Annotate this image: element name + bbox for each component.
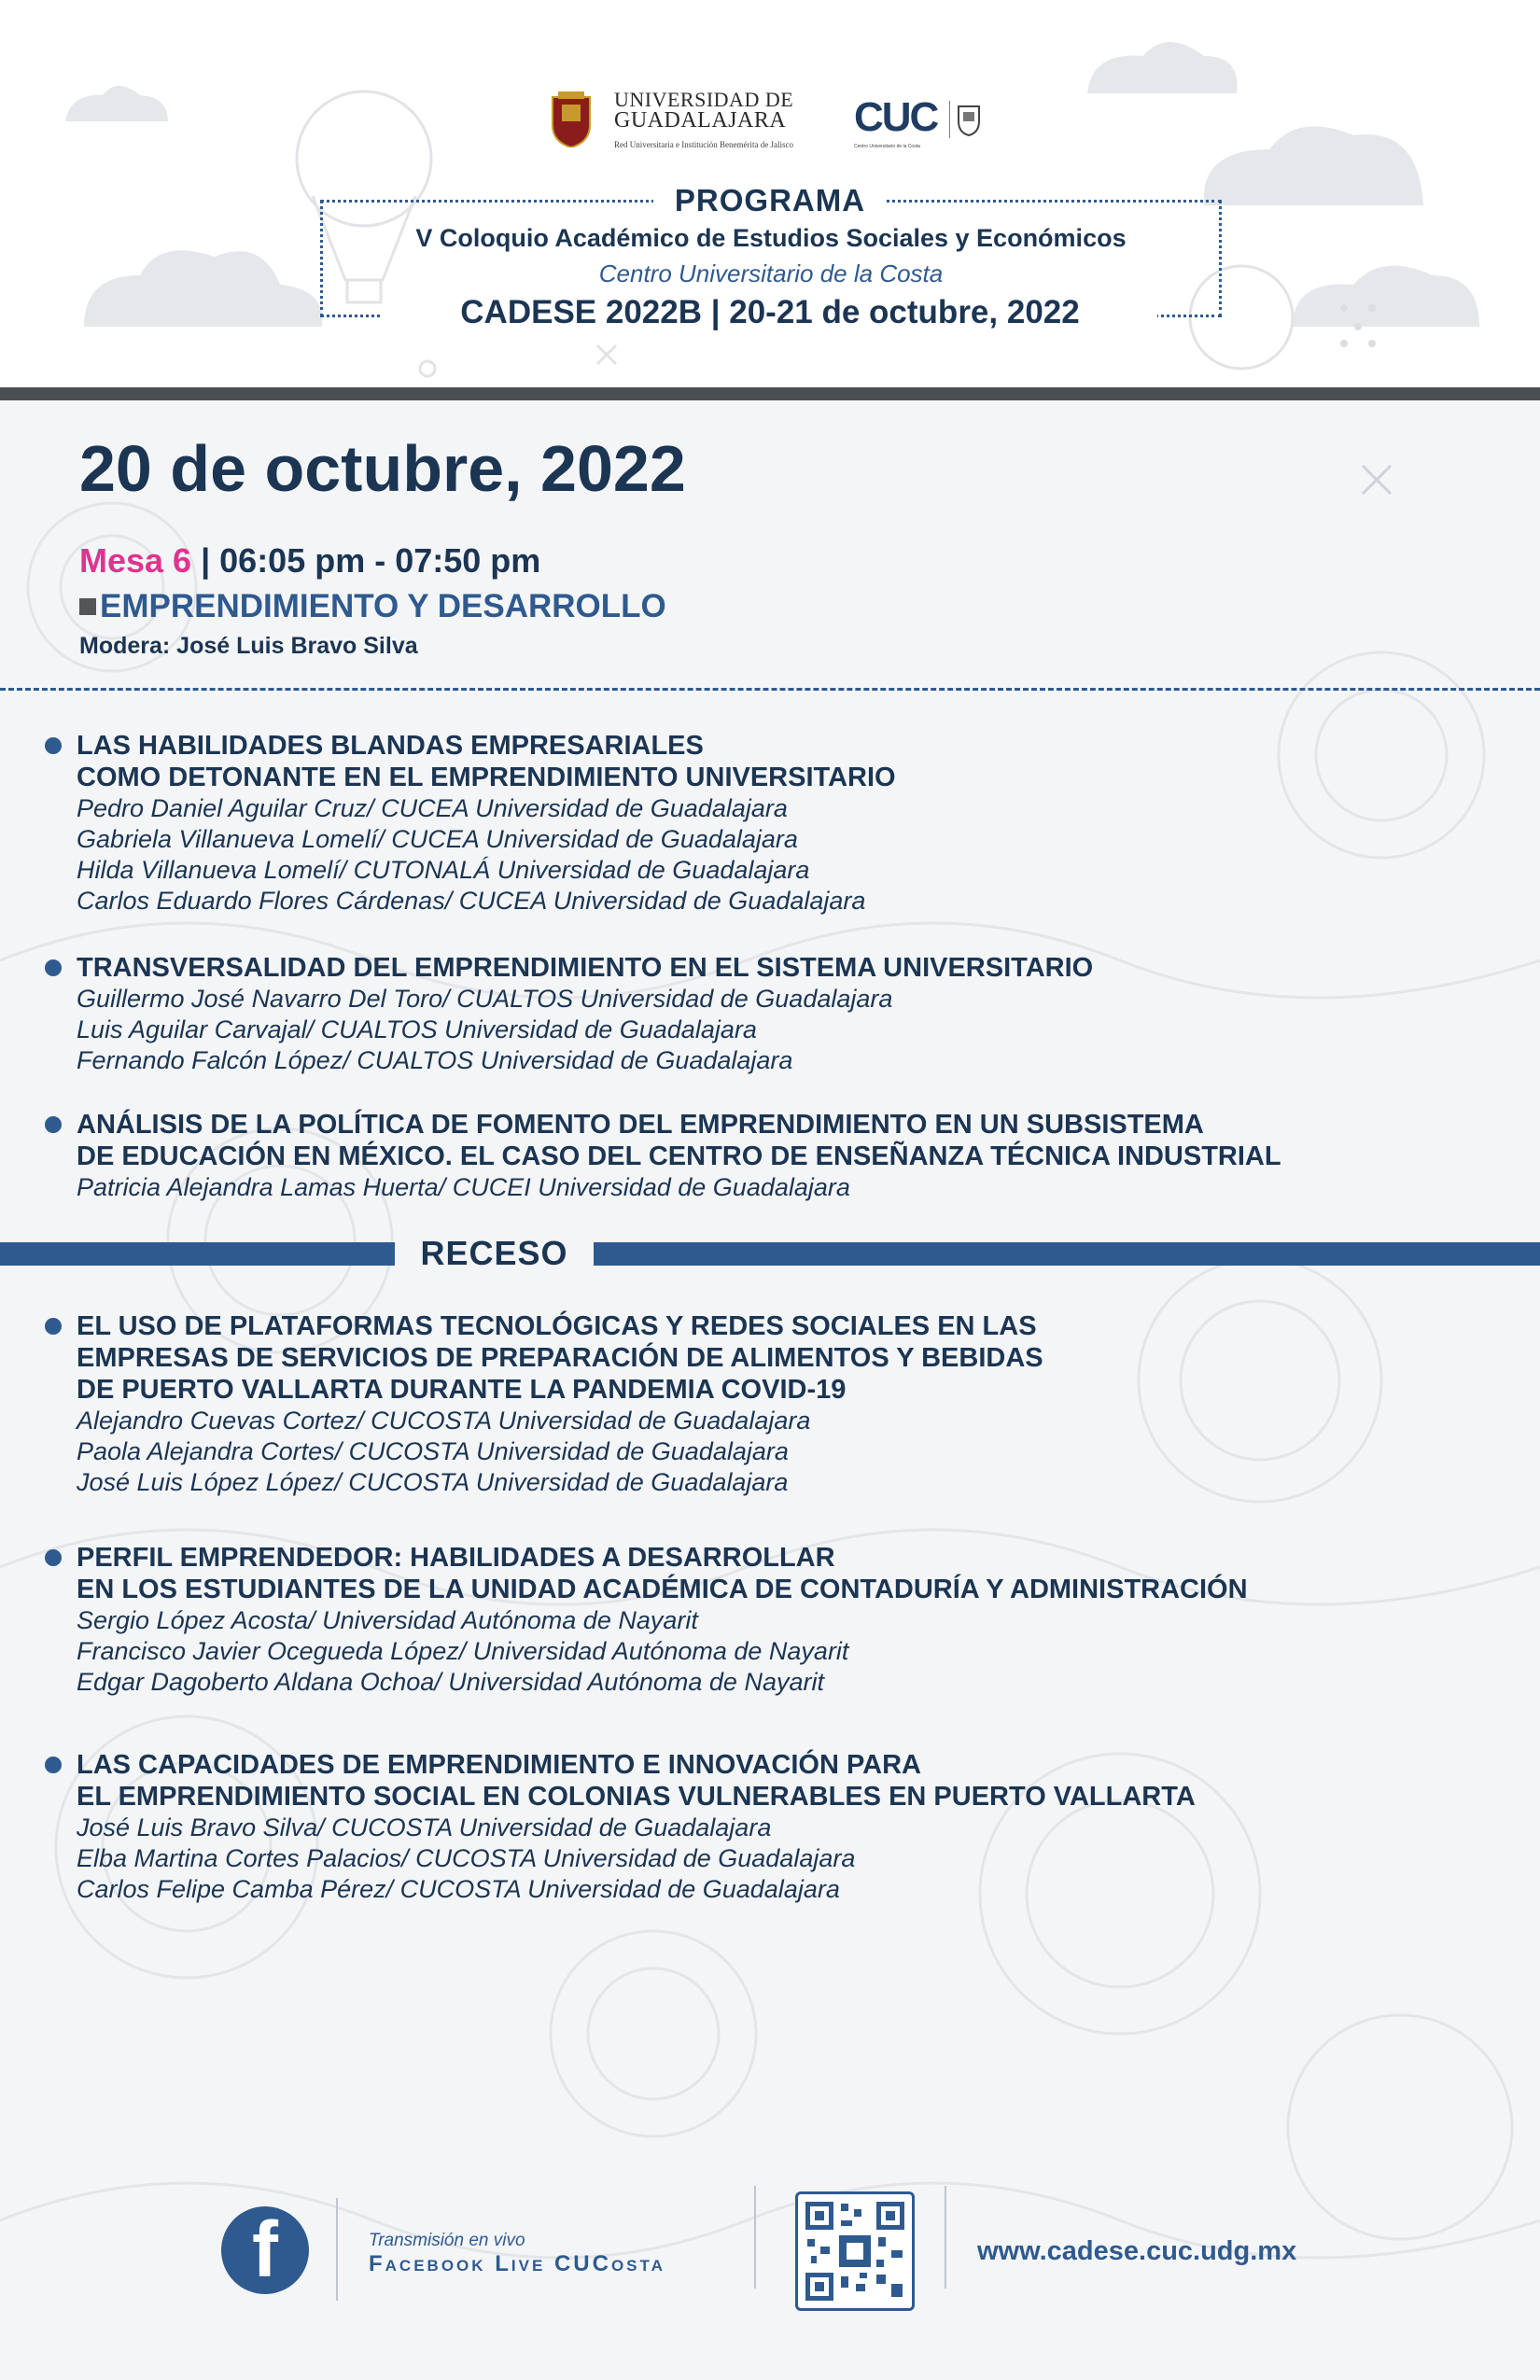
cloud-icon (1204, 126, 1423, 205)
talk-author: Carlos Eduardo Flores Cárdenas/ CUCEA Universidad de Guadalajara (77, 887, 866, 915)
header (0, 0, 1540, 387)
talk-author: José Luis Bravo Silva/ CUCOSTA Universidad de Guadalajara (77, 1813, 772, 1841)
session-date: 20 de octubre, 2022 (79, 432, 686, 505)
bullet-icon (45, 1116, 62, 1133)
cuc-subtitle: Centro Universitario de la Costa (854, 144, 920, 149)
cloud-icon (1293, 266, 1479, 327)
session-topic-text: EMPRENDIMIENTO Y DESARROLLO (100, 588, 666, 624)
bullet-icon (45, 1757, 62, 1773)
bullet-icon (45, 959, 62, 976)
talk-title-line: LAS HABILIDADES BLANDAS EMPRESARIALES (77, 731, 704, 761)
talk-author: Elba Martina Cortes Palacios/ CUCOSTA Universidad de Guadalajara (77, 1844, 856, 1872)
talk-author: Francisco Javier Ocegueda López/ Universidad Autónoma de Nayarit (77, 1637, 849, 1665)
talk-author: Fernando Falcón López/ CUALTOS Universidad de Guadalajara (77, 1046, 793, 1074)
website-link[interactable]: www.cadese.cuc.udg.mx (977, 2236, 1297, 2266)
udg-name-line2: GUADALAJARA (614, 108, 787, 133)
session-topic (79, 588, 666, 625)
talk-author: Sergio López Acosta/ Universidad Autónoma de Nayarit (77, 1606, 698, 1634)
talk-item (45, 1542, 1501, 1698)
header-divider-bar (0, 387, 1540, 400)
event-name: V Coloquio Académico de Estudios Sociales y Económicos (415, 224, 1127, 252)
receso-label: RECESO (420, 1234, 568, 1272)
receso-bar-right (594, 1242, 1540, 1266)
cloud-icon (84, 250, 322, 327)
cuc-mark: CUC (854, 94, 938, 140)
talk-author: Luis Aguilar Carvajal/ CUALTOS Universidad de Guadalajara (77, 1015, 757, 1043)
cloud-icon (1087, 42, 1238, 93)
talk-title-line: EL EMPRENDIMIENTO SOCIAL EN COLONIAS VULNERABLES EN PUERTO VALLARTA (77, 1782, 1196, 1812)
session-mesa (79, 541, 540, 581)
session-time: | 06:05 pm - 07:50 pm (191, 541, 541, 580)
footer-divider (945, 2186, 946, 2289)
talk-title-line: ANÁLISIS DE LA POLÍTICA DE FOMENTO DEL EMPRENDIMIENTO EN UN SUBSISTEMA (77, 1110, 1204, 1140)
talk-author: Gabriela Villanueva Lomelí/ CUCEA Universidad de Guadalajara (77, 825, 798, 853)
bullet-icon (45, 1318, 62, 1335)
cuc-logo (854, 95, 994, 151)
talk-author: Paola Alejandra Cortes/ CUCOSTA Universidad de Guadalajara (77, 1437, 789, 1465)
program-label: PROGRAMA (653, 183, 887, 218)
event-host: Centro Universitario de la Costa (598, 259, 944, 287)
talk-author: Edgar Dagoberto Aldana Ochoa/ Universidad Autónoma de Nayarit (77, 1668, 824, 1696)
talk-title (45, 952, 1501, 984)
talk-title-line: COMO DETONANTE EN EL EMPRENDIMIENTO UNIVERSITARIO (77, 763, 896, 792)
talk-title-line: EN LOS ESTUDIANTES DE LA UNIDAD ACADÉMICA DE CONTADURÍA Y ADMINISTRACIÓN (77, 1575, 1248, 1604)
talk-title (45, 1310, 1501, 1406)
mesa-label: Mesa 6 (79, 541, 192, 580)
bullet-icon (45, 1549, 62, 1566)
talk-title-line: DE EDUCACIÓN EN MÉXICO. EL CASO DEL CENTRO DE ENSEÑANZA TÉCNICA INDUSTRIAL (77, 1141, 1281, 1171)
talk-author: Alejandro Cuevas Cortez/ CUCOSTA Universidad de Guadalajara (77, 1407, 811, 1435)
bullet-icon (45, 737, 62, 754)
footer-divider (336, 2198, 338, 2301)
udg-logo (549, 84, 801, 163)
talk-title-line: EMPRESAS DE SERVICIOS DE PREPARACIÓN DE ALIMENTOS Y BEBIDAS (77, 1343, 1043, 1373)
qr-code[interactable] (795, 2191, 915, 2311)
talk-title (45, 1749, 1501, 1813)
stream-label: Transmisión en vivo (369, 2231, 525, 2250)
facebook-f-glyph: f (252, 2205, 278, 2293)
talk-author: Pedro Daniel Aguilar Cruz/ CUCEA Universidad de Guadalajara (77, 794, 788, 822)
talk-author: Guillermo José Navarro Del Toro/ CUALTOS Universidad de Guadalajara (77, 985, 893, 1013)
talk-title-line: TRANSVERSALIDAD DEL EMPRENDIMIENTO EN EL SISTEMA UNIVERSITARIO (77, 953, 1094, 983)
stream-channel-link[interactable]: Facebook Live CUCosta (369, 2251, 665, 2276)
square-icon (79, 598, 96, 615)
talk-item (45, 952, 1501, 1076)
udg-seal-icon (949, 101, 985, 138)
session-moderator: Modera: José Luis Bravo Silva (79, 633, 418, 659)
talk-title (45, 1109, 1501, 1172)
talk-title (45, 730, 1501, 793)
talk-item (45, 1310, 1501, 1498)
talk-title-line: EL USO DE PLATAFORMAS TECNOLÓGICAS Y REDES SOCIALES EN LAS (77, 1311, 1037, 1341)
talk-title-line: PERFIL EMPRENDEDOR: HABILIDADES A DESARROLLAR (77, 1543, 835, 1573)
talk-author: Carlos Felipe Camba Pérez/ CUCOSTA Universidad de Guadalajara (77, 1875, 840, 1903)
talk-title (45, 1542, 1501, 1605)
talk-title-line: LAS CAPACIDADES DE EMPRENDIMIENTO E INNOVACIÓN PARA (77, 1750, 921, 1780)
udg-shield-icon (549, 91, 594, 147)
udg-subtitle: Red Universitaria e Institución Benemérita de Jalisco (614, 140, 793, 149)
event-edition: CADESE 2022B | 20-21 de octubre, 2022 (383, 294, 1157, 331)
qr-code-icon (798, 2194, 912, 2308)
talk-item (45, 1749, 1501, 1905)
udg-name-line1: UNIVERSIDAD DE (614, 88, 794, 111)
dashed-divider (0, 688, 1540, 691)
talk-item (45, 730, 1501, 917)
footer-divider (754, 2186, 756, 2289)
talk-author: Patricia Alejandra Lamas Huerta/ CUCEI Universidad de Guadalajara (77, 1173, 850, 1201)
receso-bar-left (0, 1242, 395, 1266)
cloud-icon (65, 86, 168, 121)
talk-title-line: DE PUERTO VALLARTA DURANTE LA PANDEMIA COVID-19 (77, 1375, 847, 1405)
talk-author: José Luis López López/ CUCOSTA Universidad de Guadalajara (77, 1468, 789, 1496)
talk-item (45, 1109, 1501, 1203)
talk-author: Hilda Villanueva Lomelí/ CUTONALÁ Universidad de Guadalajara (77, 856, 810, 884)
